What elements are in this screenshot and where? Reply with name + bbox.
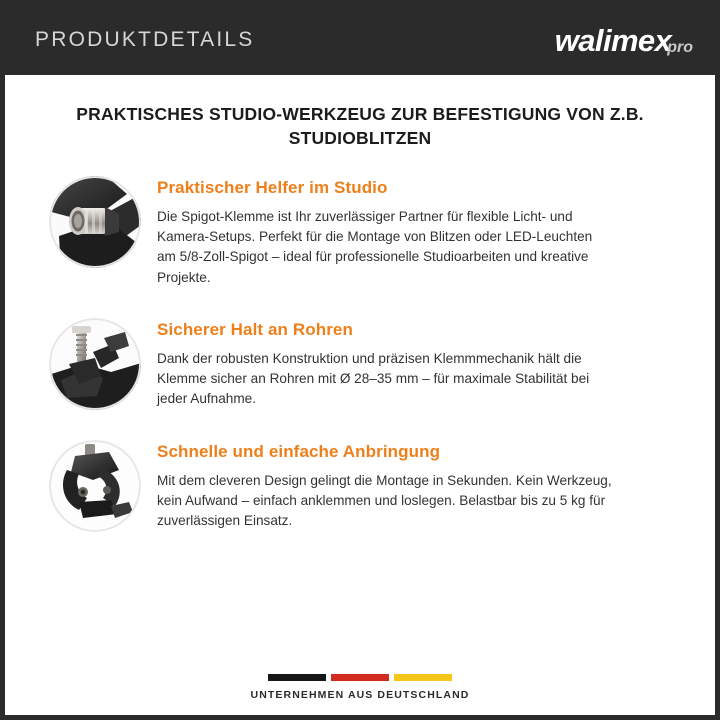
feature-body: Dank der robusten Konstruktion und präzisen Klemmmechanik hält die Klemme sicher an Rohren mit Ø 28–35 mm – für maximale Stabilität bei jeder Aufnahme. — [157, 350, 590, 406]
flag-stripe-red — [331, 674, 389, 681]
german-flag-icon — [5, 674, 715, 681]
headline: PRAKTISCHES STUDIO-WERKZEUG ZUR BEFESTIGUNG VON Z.B. STUDIOBLITZEN — [76, 104, 644, 148]
feature-item — [5, 172, 715, 287]
flag-stripe-gold — [394, 674, 452, 681]
page-header — [5, 5, 715, 75]
clamp-full-product-photo — [49, 440, 141, 532]
brand-logo-main: walimex — [554, 22, 672, 58]
footer-text: UNTERNEHMEN AUS DEUTSCHLAND — [250, 689, 470, 701]
page-title: PRODUKTDETAILS — [35, 28, 255, 51]
feature-body: Die Spigot-Klemme ist Ihr zuverlässiger Partner für flexible Licht- und Kamera-Setups. Perfekt für die Montage von Blitzen oder LED-Leuchten am 5/8-Zoll-Spigot – ideal für professionelle Studioarbeiten und kreative Projekte. — [157, 209, 593, 285]
feature-text — [157, 436, 685, 531]
feature-text — [157, 314, 685, 409]
brand-logo-suffix: pro — [667, 38, 693, 56]
page-footer — [5, 674, 715, 701]
feature-title: Sicherer Halt an Rohren — [157, 319, 353, 339]
feature-item — [5, 314, 715, 410]
brand-logo — [554, 22, 693, 58]
flag-stripe-black — [268, 674, 326, 681]
feature-text — [157, 172, 685, 287]
feature-body: Mit dem cleveren Design gelingt die Montage in Sekunden. Kein Werkzeug, kein Aufwand – einfach anklemmen und loslegen. Belastbar bis zu 5 kg für zuverlässigen Einsatz. — [157, 472, 612, 528]
feature-title: Schnelle und einfache Anbringung — [157, 441, 441, 461]
feature-list — [5, 172, 715, 531]
feature-title: Praktischer Helfer im Studio — [157, 178, 388, 198]
feature-item — [5, 436, 715, 532]
spigot-clamp-closeup-photo — [49, 176, 141, 268]
clamp-screw-knob-photo — [49, 318, 141, 410]
